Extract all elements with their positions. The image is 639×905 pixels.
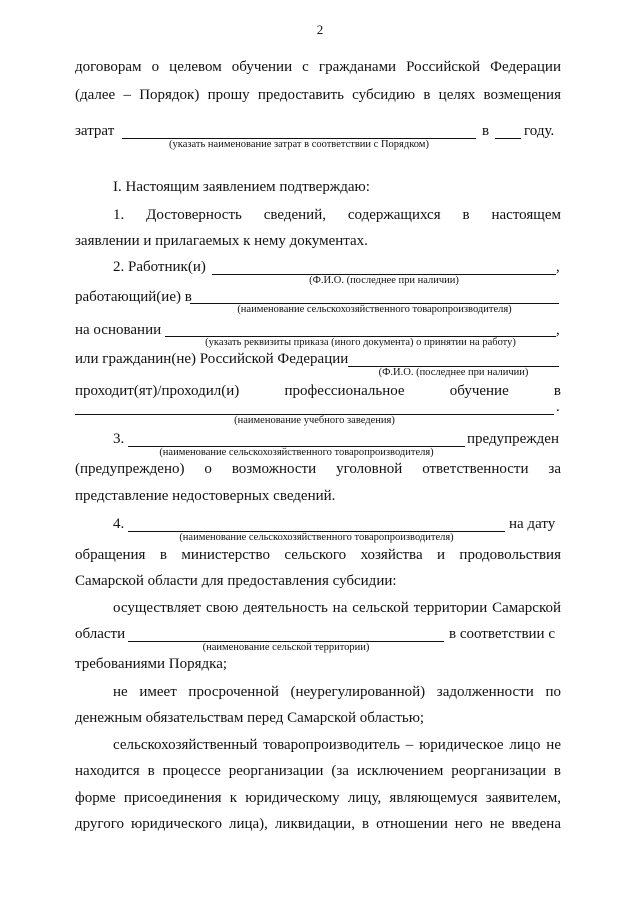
field-caption: (Ф.И.О. (последнее при наличии) [309,275,459,286]
field-caption: (наименование сельскохозяйственного товаропроизводителя) [159,447,434,458]
paragraph-line: находится в процессе реорганизации (за исключением реорганизации в [75,763,561,779]
year-field-line[interactable] [495,138,521,139]
field-caption: (наименование сельской территории) [202,642,370,653]
citizen-label: или гражданин(не) Российской Федерации [75,351,349,367]
field-caption: (наименование сельскохозяйственного товаропроизводителя) [179,532,454,543]
comma: , [556,259,560,275]
section-heading: I. Настоящим заявлением подтверждаю: [113,179,370,195]
paragraph-line: форме присоединения к юридическому лицу, являющемуся заявителем, [75,790,561,806]
costs-label: затрат [75,123,115,139]
paragraph-line: (предупреждено) о возможности уголовной ответственности за [75,461,561,477]
basis-label: на основании [75,322,162,338]
paragraph-line: проходит(ят)/проходил(и) профессиональное обучение в [75,383,561,399]
field-caption: (наименование учебного заведения) [234,415,395,426]
paragraph-line: представление недостоверных сведений. [75,488,336,504]
at-date-label: на дату [509,516,556,532]
field-caption: (Ф.И.О. (последнее при наличии) [378,367,529,378]
warned-label: предупрежден [467,431,559,447]
accord-label: в соответствии с [449,626,555,642]
worker-label: 2. Работник(и) [113,259,206,275]
item-number: 3. [113,431,125,447]
costs-in-label: в [482,123,490,139]
paragraph-line: сельскохозяйственный товаропроизводитель – юридическое лицо не [113,737,561,753]
paragraph-line: денежным обязательствам перед Самарской областью; [75,710,425,726]
page-number: 2 [316,22,324,37]
working-label: работающий(ие) в [75,289,192,305]
item-number: 4. [113,516,125,532]
field-caption: (указать наименование затрат в соответствии с Порядком) [169,139,429,150]
paragraph-line: осуществляет свою деятельность на сельской территории Самарской [113,600,561,616]
paragraph-line: требованиями Порядка; [75,656,228,672]
year-label: году. [524,123,555,139]
paragraph-line: (далее – Порядок) прошу предоставить субсидию в целях возмещения [75,87,561,103]
paragraph-line: заявлении и прилагаемых к нему документах. [75,233,368,249]
comma: , [556,322,560,338]
period: . [556,399,560,415]
paragraph-line: другого юридического лица), ликвидации, в отношении него не введена [75,816,561,832]
paragraph-line: Самарской области для предоставления субсидии: [75,573,397,589]
paragraph-line: договорам о целевом обучении с гражданами Российской Федерации [75,59,561,75]
paragraph-line: не имеет просроченной (неурегулированной) задолженности по [113,684,561,700]
field-caption: (указать реквизиты приказа (иного документа) о принятии на работу) [205,337,516,348]
paragraph-line: 1. Достоверность сведений, содержащихся в настоящем [113,207,561,223]
field-caption: (наименование сельскохозяйственного товаропроизводителя) [237,304,512,315]
region-label: области [75,626,126,642]
paragraph-line: обращения в министерство сельского хозяйства и продовольствия [75,547,561,563]
